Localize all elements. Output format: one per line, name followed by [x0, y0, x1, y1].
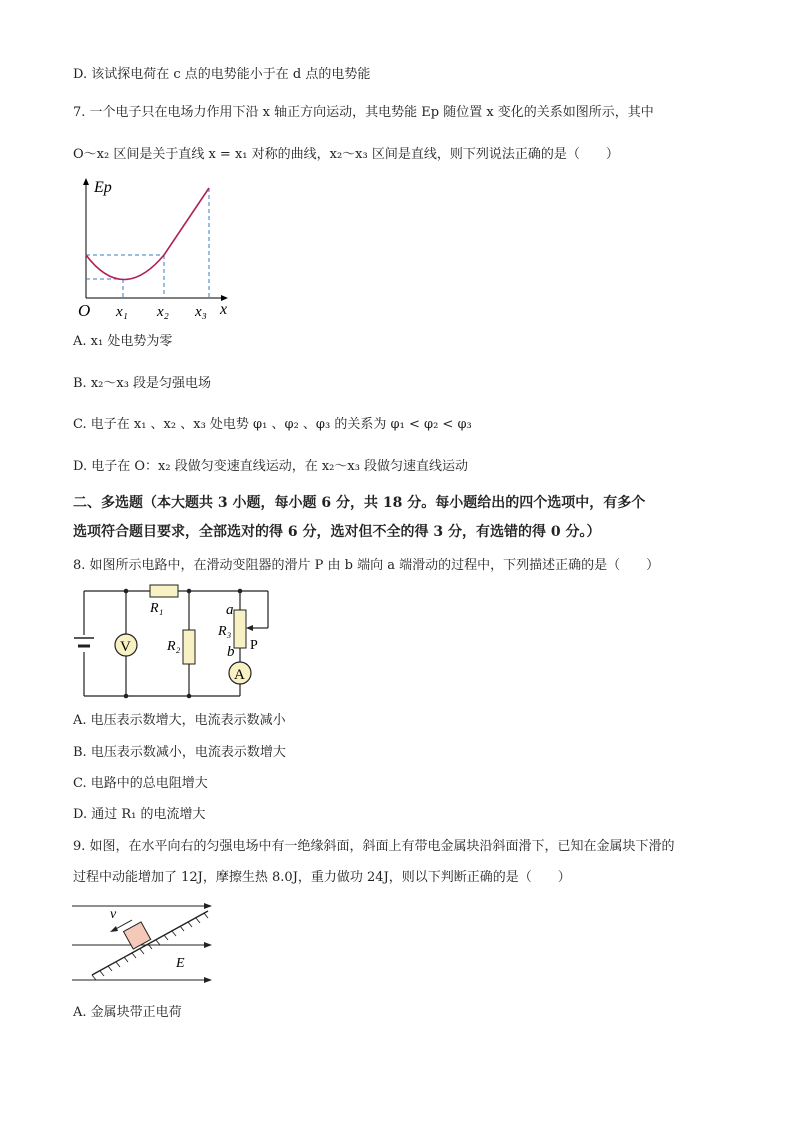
q8-stem: 8. 如图所示电路中，在滑动变阻器的滑片 P 由 b 端向 a 端滑动的过程中，下列描述正确的是（ ）: [73, 558, 660, 573]
tick-x2: x₂: [157, 304, 169, 320]
resistor-r3: [234, 610, 246, 648]
y-axis-arrow-icon: [83, 178, 89, 185]
q7-option-c: C. 电子在 x₁ 、x₂ 、x₃ 处电势 φ₁ 、φ₂ 、φ₃ 的关系为 φ₁ < φ₂ < φ₃: [73, 417, 472, 432]
dashed-guides: [86, 188, 209, 298]
slider-p-label: P: [250, 638, 258, 653]
section2-heading-line2: 选项符合题目要求，全部选对的得 6 分，选对但不全的得 3 分，有选错的得 0 分。）: [73, 524, 601, 540]
origin-label: O: [78, 301, 91, 320]
tick-x1: x₁: [116, 304, 128, 320]
q9-stem-line2: 过程中动能增加了 12J，摩擦生热 8.0J，重力做功 24J，则以下判断正确的是（ ）: [73, 870, 571, 885]
field-arrow-top-icon: [204, 903, 212, 909]
q8-circuit: [70, 580, 280, 702]
q6-option-d: D. 该试探电荷在 c 点的电势能小于在 d 点的电势能: [73, 67, 371, 82]
q7-stem-line2: O～x₂ 区间是关于直线 x = x₁ 对称的曲线，x₂～x₃ 区间是直线，则下列说法正确的是（ ）: [73, 147, 619, 162]
x-axis-label: x: [220, 301, 228, 318]
terminal-b-label: b: [227, 644, 235, 660]
q7-stem-line1: 7. 一个电子只在电场力作用下沿 x 轴正方向运动，其电势能 Ep 随位置 x 变化的关系如图所示，其中: [73, 105, 654, 120]
q8-option-b: B. 电压表示数减小，电流表示数增大: [73, 745, 286, 760]
q9-option-a: A. 金属块带正电荷: [73, 1005, 182, 1020]
q7-option-d: D. 电子在 O：x₂ 段做匀变速直线运动，在 x₂～x₃ 段做匀速直线运动: [73, 459, 469, 474]
terminal-a-label: a: [226, 602, 234, 618]
q7-ep-graph: [70, 170, 240, 320]
q7-option-a: A. x₁ 处电势为零: [73, 334, 173, 349]
q8-option-c: C. 电路中的总电阻增大: [73, 776, 208, 791]
q9-stem-line1: 9. 如图，在水平向右的匀强电场中有一绝缘斜面，斜面上有带电金属块沿斜面滑下，已知在金属块下滑的: [73, 839, 675, 854]
voltmeter-label: V: [120, 639, 131, 655]
ep-curve: [86, 188, 209, 280]
r3-label: R₃: [218, 624, 232, 639]
velocity-arrow-icon: [110, 926, 118, 932]
resistor-r1: [150, 585, 178, 597]
slider-arrow-icon: [246, 625, 253, 631]
ammeter-label: A: [234, 667, 245, 683]
q8-option-a: A. 电压表示数增大，电流表示数减小: [73, 713, 286, 728]
tick-x3: x₃: [195, 304, 207, 320]
field-label: E: [176, 956, 185, 971]
q8-option-d: D. 通过 R₁ 的电流增大: [73, 807, 206, 822]
velocity-label: v: [110, 907, 117, 922]
incline-hatching: [92, 913, 208, 980]
y-axis-label: Ep: [94, 179, 112, 196]
q9-incline-figure: [70, 895, 220, 985]
section2-heading-line1: 二、多选题（本大题共 3 小题，每小题 6 分，共 18 分。每小题给出的四个选项中，有多个: [73, 495, 646, 511]
q7-option-b: B. x₂～x₃ 段是匀强电场: [73, 376, 212, 391]
field-arrow-middle-icon: [204, 942, 212, 948]
r2-label: R₂: [167, 639, 181, 654]
resistor-r2: [183, 630, 195, 664]
r1-label: R₁: [150, 601, 164, 616]
field-arrow-bottom-icon: [204, 977, 212, 983]
